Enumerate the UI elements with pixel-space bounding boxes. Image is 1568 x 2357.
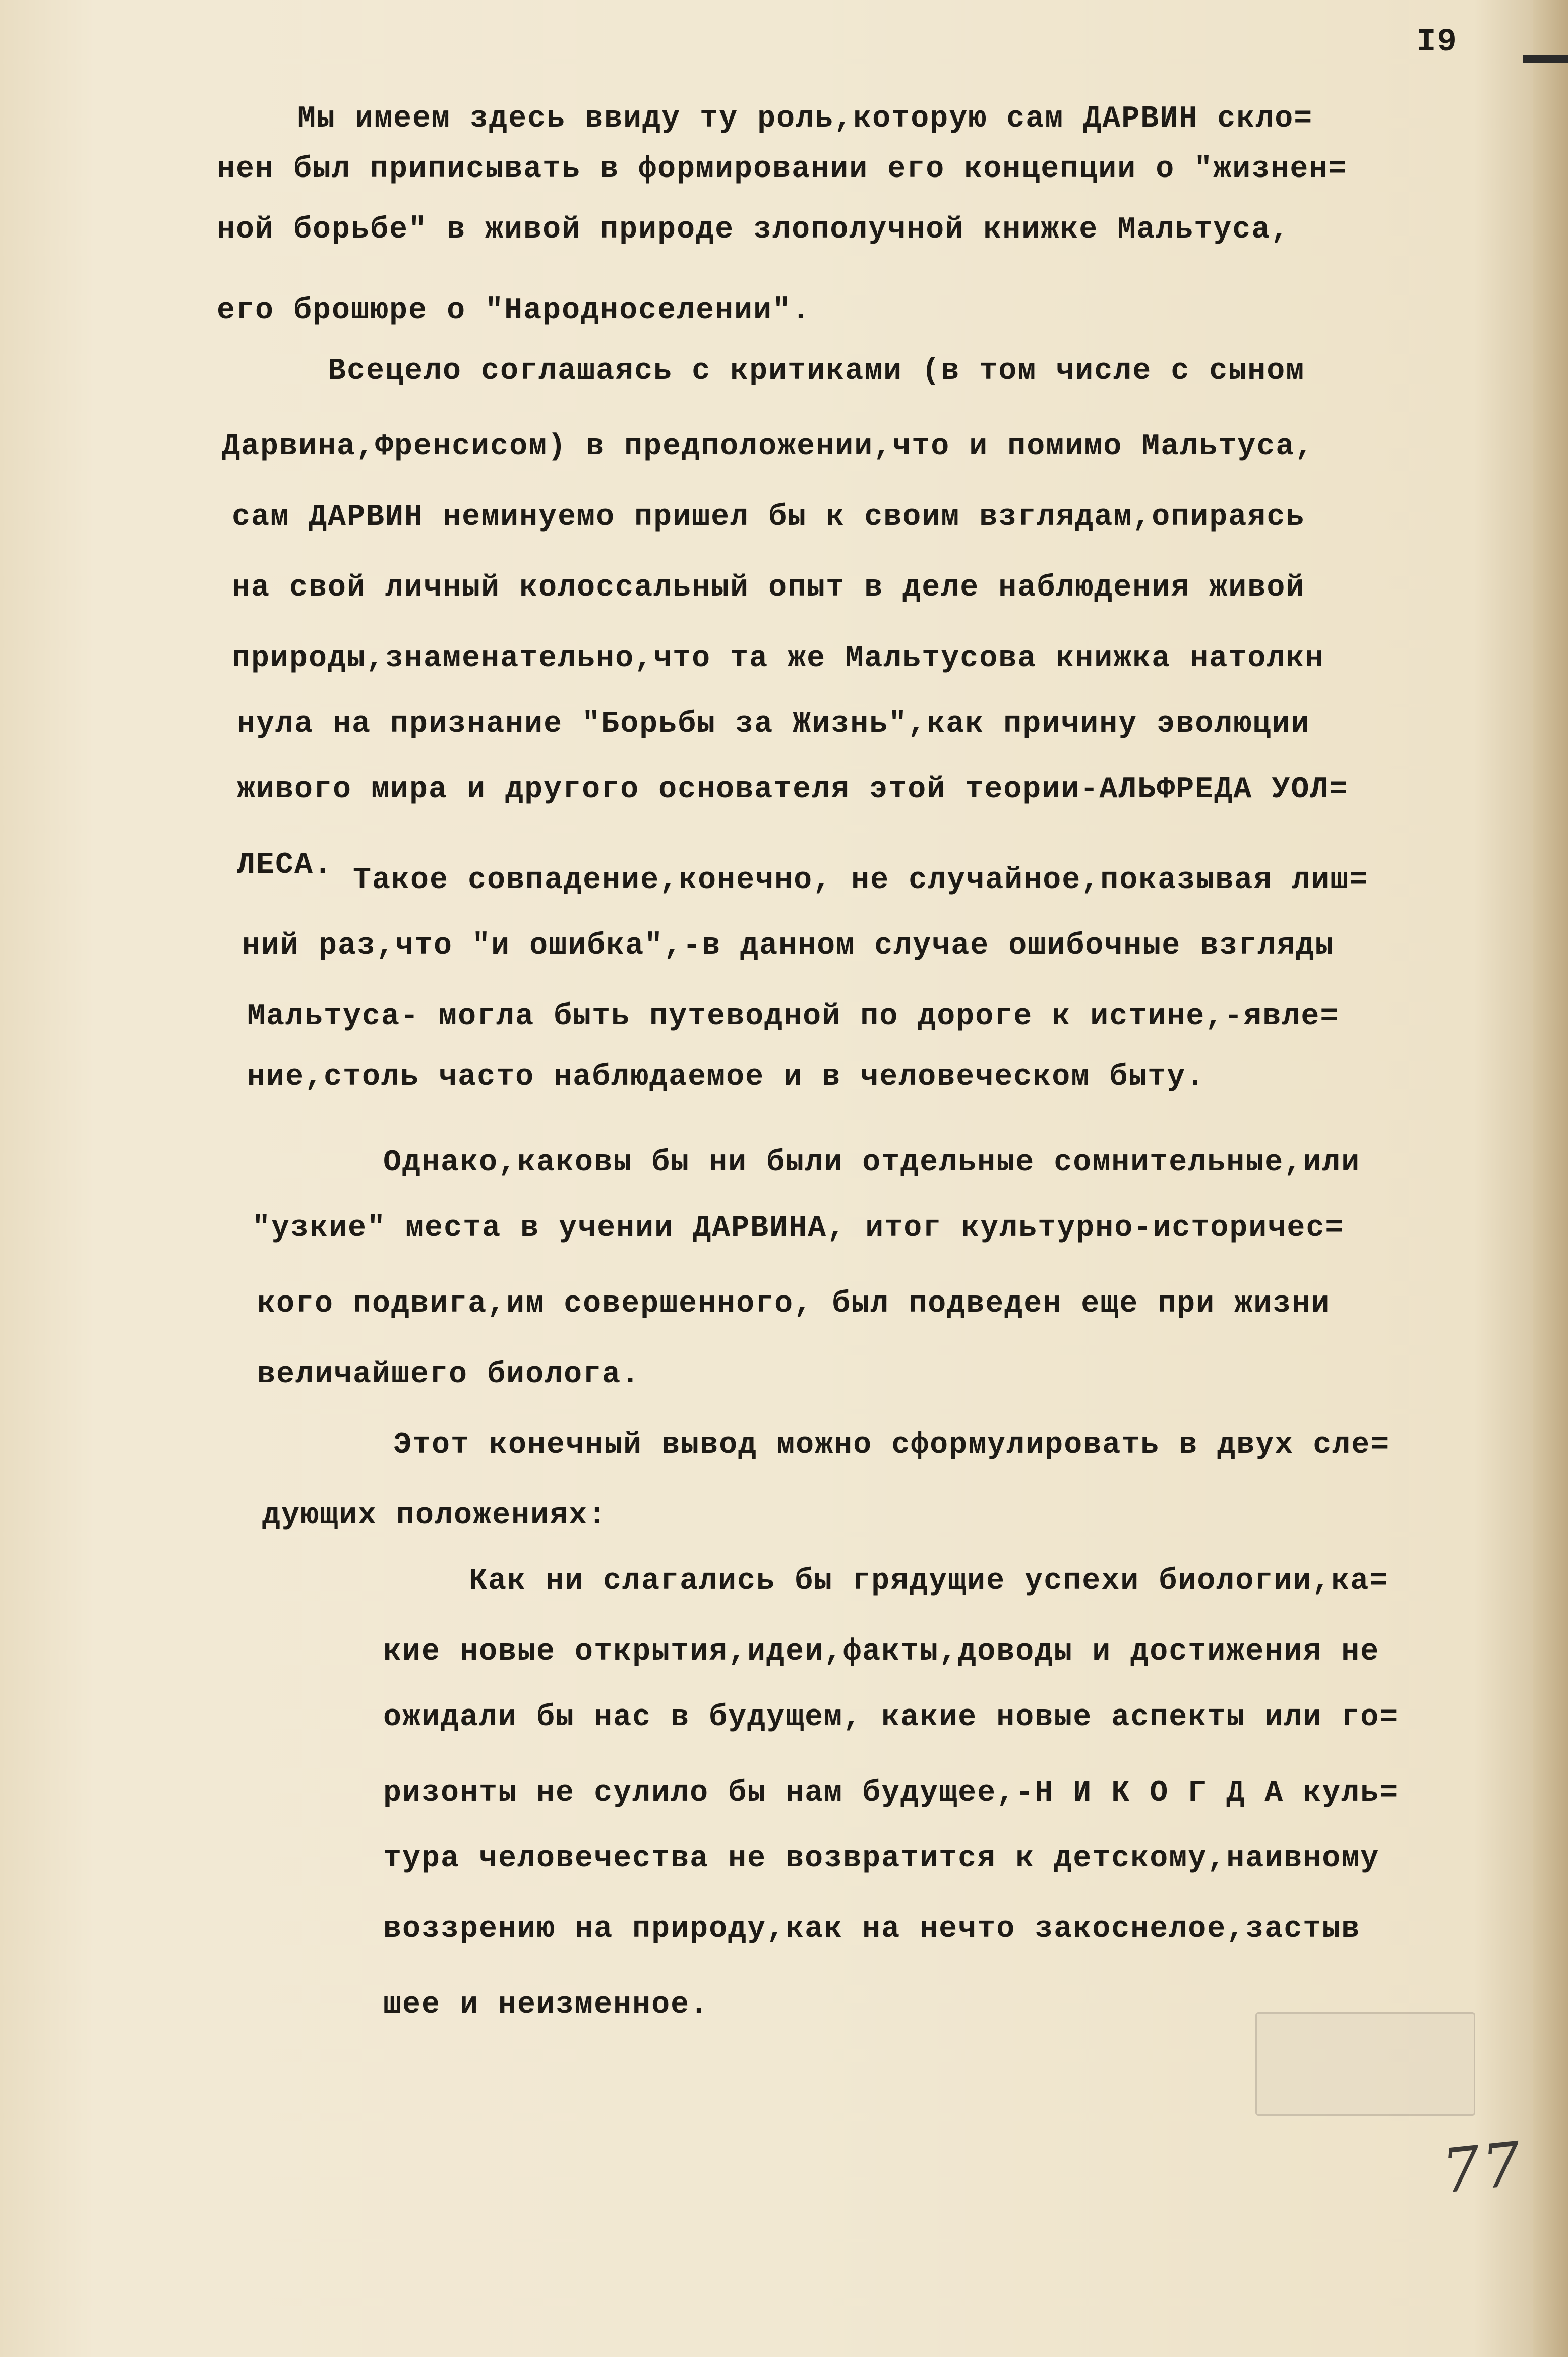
text-line: "узкие" места в учении ДАРВИНА, итог культурно-историчес= xyxy=(252,1211,1345,1246)
text-line: Как ни слагались бы грядущие успехи биологии,ка= xyxy=(469,1564,1389,1599)
text-line: ризонты не сулило бы нам будущее,-Н И К О Г Д А куль= xyxy=(383,1776,1399,1810)
text-line: живого мира и другого основателя этой теории-АЛЬФРЕДА УОЛ= xyxy=(237,773,1349,807)
text-line: дующих положениях: xyxy=(262,1499,608,1533)
text-line: Мальтуса- могла быть путеводной по дороге к истине,-явле= xyxy=(247,999,1340,1034)
page-right-edge xyxy=(1533,0,1568,2357)
text-line: ЛЕСА. xyxy=(237,848,333,882)
text-line: кие новые открытия,идеи,факты,доводы и достижения не xyxy=(383,1635,1380,1669)
text-line: шее и неизменное. xyxy=(383,1988,709,2022)
text-line: Этот конечный вывод можно сформулировать в двух сле= xyxy=(393,1428,1390,1462)
text-line: ожидали бы нас в будущем, какие новые аспекты или го= xyxy=(383,1700,1399,1735)
text-line: сам ДАРВИН неминуемо пришел бы к своим взглядам,опираясь xyxy=(232,500,1305,535)
text-line: его брошюре о "Народноселении". xyxy=(217,293,811,328)
text-line: Дарвина,Френсисом) в предположении,что и помимо Мальтуса, xyxy=(222,430,1314,464)
sheet-number: 77 xyxy=(1438,2129,1527,2208)
text-line: природы,знаменательно,что та же Мальтусова книжка натолкн xyxy=(232,641,1324,676)
text-line: Всецело соглашаясь с критиками (в том числе с сыном xyxy=(328,354,1305,388)
text-line: ной борьбе" в живой природе злополучной книжке Мальтуса, xyxy=(217,213,1290,247)
text-line: кого подвига,им совершенного, был подведен еще при жизни xyxy=(257,1287,1331,1321)
text-line: Мы имеем здесь ввиду ту роль,которую сам ДАРВИН скло= xyxy=(297,102,1313,136)
text-line: тура человечества не возвратится к детскому,наивному xyxy=(383,1842,1380,1876)
text-line: воззрению на природу,как на нечто закоснелое,застыв xyxy=(383,1912,1361,1947)
text-line: Такое совпадение,конечно, не случайное,показывая лиш= xyxy=(353,863,1369,898)
text-line: нула на признание "Борьбы за Жизнь",как причину эволюции xyxy=(237,707,1310,741)
text-line: Однако,каковы бы ни были отдельные сомнительные,или xyxy=(383,1146,1361,1180)
text-line: ние,столь часто наблюдаемое и в человеческом быту. xyxy=(247,1060,1205,1094)
text-line: ний раз,что "и ошибка",-в данном случае ошибочные взгляды xyxy=(242,929,1335,963)
archive-stamp xyxy=(1255,2012,1475,2116)
edge-marker xyxy=(1523,55,1568,63)
text-line: на свой личный колоссальный опыт в деле наблюдения живой xyxy=(232,571,1305,605)
text-line: величайшего биолога. xyxy=(257,1358,641,1392)
page-number: I9 xyxy=(1417,24,1458,61)
text-line: нен был приписывать в формировании его концепции о "жизнен= xyxy=(217,152,1348,187)
